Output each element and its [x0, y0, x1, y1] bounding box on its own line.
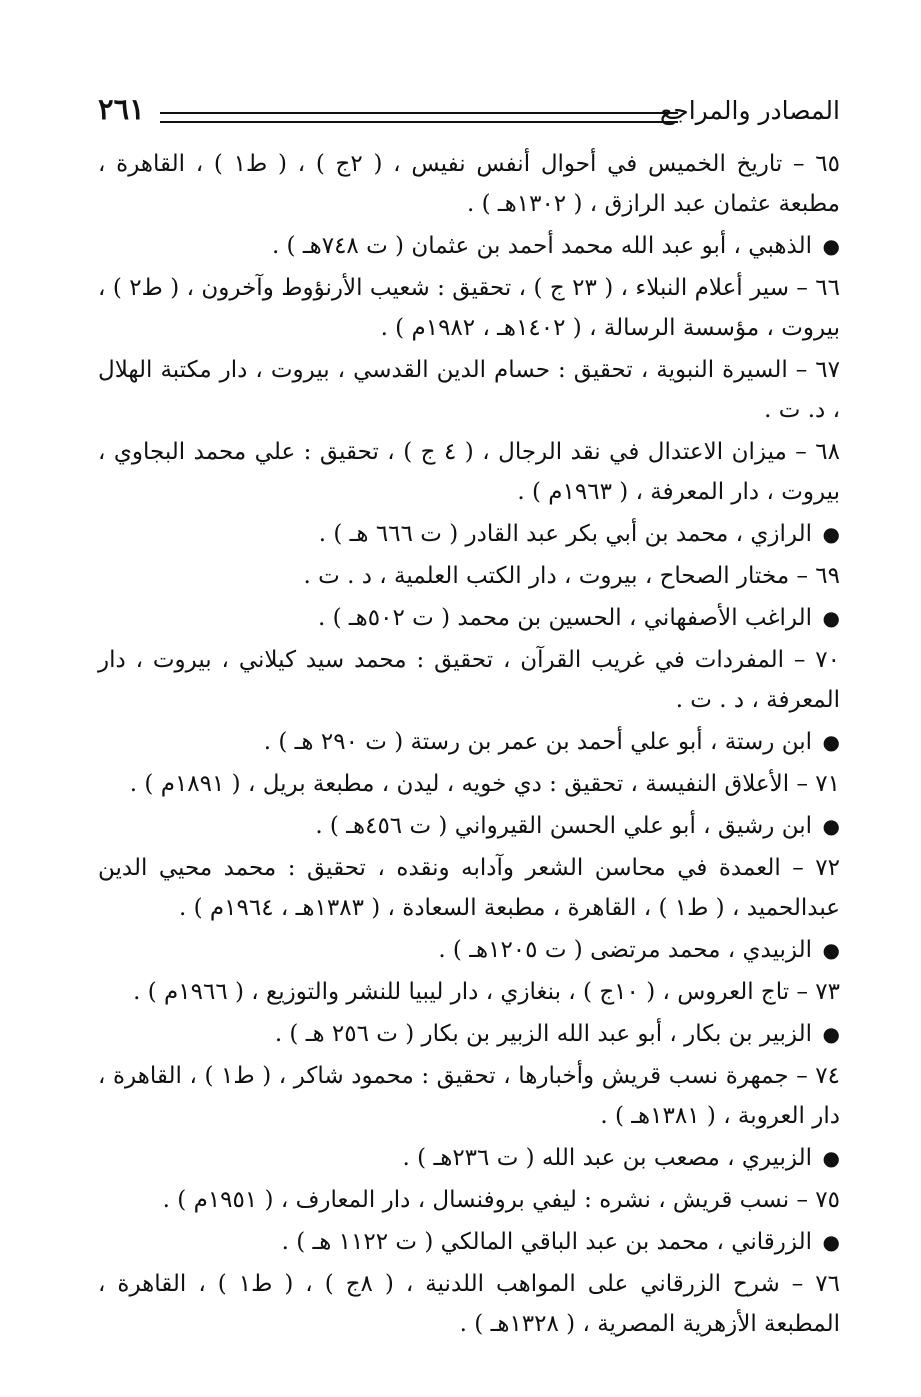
bibliography-entry: ٧٦ – شرح الزرقاني على المواهب اللدنية ، ( ٨ج ) ، ( ط١ ) ، القاهرة ، المطبعة الأزهرية المصرية ، ( ١٣٢٨هـ ) .	[98, 1271, 840, 1337]
author-heading	[98, 226, 840, 266]
author-heading	[98, 930, 840, 970]
page-number: ٢٦١	[98, 92, 145, 126]
author-text: الرازي ، محمد بن أبي بكر عبد القادر ( ت ٦٦٦ هـ ) .	[318, 521, 812, 547]
bullet-icon: ●	[822, 522, 840, 546]
bibliography-entry: ٧١ – الأعلاق النفيسة ، تحقيق : دي خويه ، ليدن ، مطبعة بريل ، ( ١٨٩١م ) .	[129, 771, 840, 797]
author-text: الزبيدي ، محمد مرتضى ( ت ١٢٠٥هـ ) .	[438, 937, 812, 963]
author-text: الراغب الأصفهاني ، الحسين بن محمد ( ت ٥٠٢هـ ) .	[318, 605, 812, 631]
bibliography-entry: ٧٤ – جمهرة نسب قريش وأخبارها ، تحقيق : محمود شاكر ، ( ط١ ) ، القاهرة ، دار العروبة ، ( ١٣٨١هـ ) .	[98, 1063, 840, 1129]
bullet-icon: ●	[822, 938, 840, 962]
bibliography-entry: ٦٨ – ميزان الاعتدال في نقد الرجال ، ( ٤ ج ) ، تحقيق : علي محمد البجاوي ، بيروت ، دار المعرفة ، ( ١٩٦٣م ) .	[98, 439, 840, 505]
bibliography-entry: ٦٥ – تاريخ الخميس في أحوال أنفس نفيس ، ( ٢ج ) ، ( ط١ ) ، القاهرة ، مطبعة عثمان عبد الرازق ، ( ١٣٠٢هـ ) .	[98, 151, 840, 217]
author-heading	[98, 598, 840, 638]
bullet-icon: ●	[822, 1230, 840, 1254]
running-header	[98, 88, 840, 136]
header-title: المصادر والمراجع	[659, 96, 840, 125]
bibliography-entry: ٧٣ – تاج العروس ، ( ١٠ج ) ، بنغازي ، دار ليبيا للنشر والتوزيع ، ( ١٩٦٦م ) .	[133, 979, 840, 1005]
author-text: ابن رستة ، أبو علي أحمد بن عمر بن رستة ( ت ٢٩٠ هـ ) .	[263, 729, 812, 755]
bibliography-list	[98, 144, 840, 1346]
author-text: الزبيري ، مصعب بن عبد الله ( ت ٢٣٦هـ ) .	[402, 1145, 812, 1171]
bibliography-entry: ٦٩ – مختار الصحاح ، بيروت ، دار الكتب العلمية ، د . ت .	[303, 563, 840, 589]
bibliography-entry: ٧٢ – العمدة في محاسن الشعر وآدابه ونقده ، تحقيق : محمد محيي الدين عبدالحميد ، ( ط١ ) ، القاهرة ، مطبعة السعادة ، ( ١٣٨٣هـ ، ١٩٦٤م ) .	[98, 855, 840, 921]
bullet-icon: ●	[822, 1022, 840, 1046]
author-text: الذهبي ، أبو عبد الله محمد أحمد بن عثمان ( ت ٧٤٨هـ ) .	[271, 233, 812, 259]
author-heading	[98, 1138, 840, 1178]
bullet-icon: ●	[822, 730, 840, 754]
author-heading	[98, 1014, 840, 1054]
bullet-icon: ●	[822, 234, 840, 258]
bibliography-entry: ٧٥ – نسب قريش ، نشره : ليفي بروفنسال ، دار المعارف ، ( ١٩٥١م ) .	[162, 1187, 840, 1213]
author-text: الزرقاني ، محمد بن عبد الباقي المالكي ( ت ١١٢٢ هـ ) .	[281, 1229, 812, 1255]
bibliography-entry: ٧٠ – المفردات في غريب القرآن ، تحقيق : محمد سيد كيلاني ، بيروت ، دار المعرفة ، د . ت .	[98, 647, 840, 713]
author-heading	[98, 722, 840, 762]
bibliography-entry: ٦٧ – السيرة النبوية ، تحقيق : حسام الدين القدسي ، بيروت ، دار مكتبة الهلال ، د. ت .	[98, 357, 840, 423]
bullet-icon: ●	[822, 1146, 840, 1170]
bullet-icon: ●	[822, 606, 840, 630]
header-double-rule	[160, 112, 678, 123]
bibliography-entry: ٦٦ – سير أعلام النبلاء ، ( ٢٣ ج ) ، تحقيق : شعيب الأرنؤوط وآخرون ، ( ط٢ ) ، بيروت ، مؤسسة الرسالة ، ( ١٤٠٢هـ ، ١٩٨٢م ) .	[98, 275, 840, 341]
author-heading	[98, 806, 840, 846]
author-heading	[98, 514, 840, 554]
author-text: الزبير بن بكار ، أبو عبد الله الزبير بن بكار ( ت ٢٥٦ هـ ) .	[274, 1021, 812, 1047]
author-heading	[98, 1222, 840, 1262]
author-text: ابن رشيق ، أبو علي الحسن القيرواني ( ت ٤٥٦هـ ) .	[315, 813, 812, 839]
bullet-icon: ●	[822, 814, 840, 838]
